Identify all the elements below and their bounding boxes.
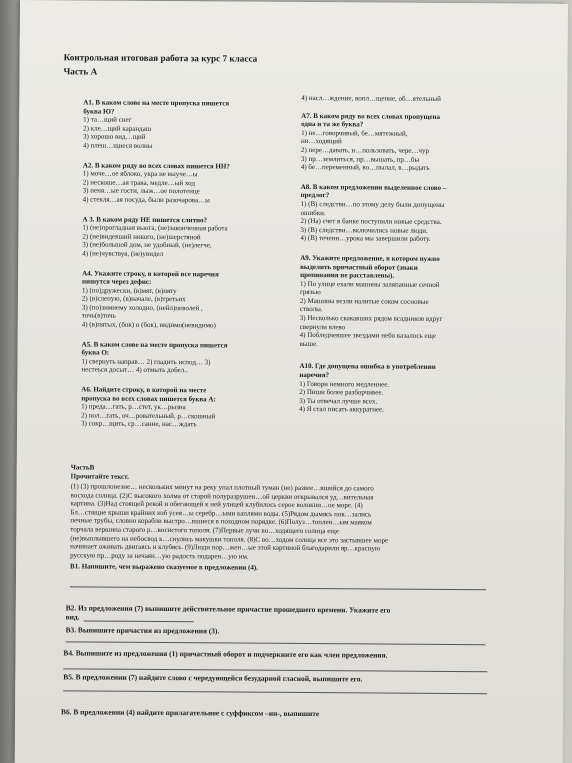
answer-option: 3) Несколько скакавших рядом всадников вдруг: [299, 314, 443, 324]
question-a8: предлог?: [300, 191, 330, 200]
answer-option: выше.: [299, 339, 318, 348]
page-title: Контрольная итоговая работа за курс 7 класса: [63, 52, 258, 64]
right-column: [299, 94, 511, 415]
answer-option: 2) пол…гать, оч…ровательный, р…скошный: [81, 411, 216, 421]
answer-option: 3) (В) следстви…включились новые люди.: [300, 225, 428, 235]
answer-option: 4) насл…ждение, вопл…щение, об…ятельный: [301, 93, 441, 103]
answer-option: свернули влево: [299, 322, 346, 331]
worksheet-page: [15, 0, 568, 763]
question-a10: наречия?: [299, 370, 330, 380]
answer-option: 2) кле…щий карандаш: [83, 124, 152, 133]
answer-option: 4) плеш…щиеся волны: [82, 141, 153, 150]
answer-option: 1) (по)дружески, (в)мят, (в)пяту: [81, 286, 177, 295]
question-a1: буква Ю?: [83, 107, 115, 116]
question-a9: А9. Укажите предложение, в котором нужно: [300, 253, 440, 263]
question-a9: препинания не расставлены).: [300, 271, 395, 280]
answer-option: 2) (в)слепую, (в)начале, (в)третьих: [81, 294, 186, 304]
question-a6: пропуска во всех словах пишется буква А:: [81, 394, 216, 404]
text-line: печные трубы, словно корабли выстро…вшиеся в походном порядке. (6)Полуз…топлен…ым маяком: [70, 516, 372, 527]
answer-option: 1) преда…гать, р…стет, ук…рызна: [81, 402, 186, 412]
question-a2: А2. В каком ряду во всех словах пишется НН?: [82, 161, 230, 171]
text-line: картина. (3)Над стоящей рекой и обегающей к ней улицей клубилось серое волокни…ое море. (4): [70, 499, 363, 510]
text-line: (1) (3) прошлонезне… нескольких минут на реку упал плотный туман (не) развее…вшийся до самого: [70, 482, 374, 493]
answer-option: 4) стекля…ая посуда, были разочарова…ы: [82, 195, 210, 205]
question-a9: выделить причастный оборот (знаки: [300, 262, 418, 272]
question-a4: пишутся через дефис:: [82, 277, 152, 287]
answer-option: 3) (по)зимнему холодно, (нейл)певолей ,: [81, 303, 203, 313]
answer-line: [63, 668, 487, 672]
answer-option: 1) (В) следстви…по этому делу были допущены: [300, 199, 445, 209]
question-a5: буква О:: [81, 348, 110, 357]
answer-option: 3) сокр…щить, ср…сание, нас…ждать: [81, 419, 197, 429]
answer-option: стволы.: [299, 305, 323, 314]
answer-option: 2) (не)видевший никого, (не)шерстяной: [82, 232, 201, 241]
text-line: Бл…стящие крыши крайних изб усея…ы серебр…ыми каплями воды. (5)Рядом дымясь пок…зались: [70, 508, 372, 519]
answer-option: 1) (не)прогладная вьюга, (не)законченная работа: [82, 223, 228, 233]
text-line: начинает оживать двигаясь и клубясь. (9)Люди пор…жен…ые этой картиной благодарили яр…красную: [70, 542, 381, 553]
read-text-instruction: Прочитайте текст.: [70, 472, 129, 481]
reading-text: [70, 482, 491, 562]
part-b-heading: ЧастьВ: [70, 463, 95, 472]
question-a3: А 3. В каком ряду НЕ пишется слитно?: [82, 214, 208, 224]
text-line: русскую пр…роду за нечаян…ую радость подарен…ую им.: [70, 551, 249, 561]
answer-line: [70, 586, 486, 590]
text-line: восхода солнца. (2)С высокого холма от старой полуразрушен…ой церкви открывался уд…вительная: [70, 490, 374, 502]
task-b4: В4. Выпишите из предложения (1) причастный оборот и подчеркните его как член предложения.: [63, 648, 388, 660]
answer-option: 2) Машины везли налитые соком сосновые: [299, 296, 429, 306]
task-b6: В6. В предложении (4) найдите прилагательное с суффиксом –ин-, выпишите: [61, 707, 320, 719]
answer-option: ни…ходящий: [300, 137, 342, 146]
answer-option: 1) свернуть направ… 2) гладить испод… 3): [81, 357, 211, 367]
task-b2: вид.: [65, 612, 80, 622]
question-a7: А7. В каком ряду во всех словах пропущена: [301, 111, 441, 121]
task-b5: В5. В предложении (7) найдите слово с чередующейся безударной гласной, выпишите его.: [63, 672, 363, 684]
answer-option: 2) пере…давать, и…пользовать, чере…чур: [300, 145, 430, 155]
answer-option: 1) не…говорчивый, бе…мятежный,: [301, 128, 408, 138]
answer-option: 1) та…щий снег: [83, 115, 132, 124]
answer-line: [84, 620, 194, 622]
answer-option: точь(в)точь: [81, 311, 116, 321]
text-line: торчала вершина старого р…восистого тополя. (7)Первые лучи во…ходящего солнца еще: [70, 525, 339, 536]
answer-option: 3) пеня…ые гости, лыж…ое полотенце: [82, 186, 200, 196]
answer-option: 4) (не)чувствуя, (не)увидел: [82, 249, 164, 258]
text-line: (не)выплывшего на небосвод к…снулись макушки тополя. (8)С во…ходом солнца все это застывшее море: [70, 533, 389, 545]
answer-option: 3) (не)большой дом, не удобный, (не)легче,: [82, 240, 212, 250]
question-a10: А10. Где допущена ошибка в употреблении: [299, 362, 436, 372]
answer-option: 1) По улице ехали машины заляпанные сечной: [299, 279, 440, 289]
answer-line: [66, 641, 486, 645]
task-b2: В2. Из предложения (7) выпишите действительное причастие прошедшего времени. Укажите его: [65, 603, 391, 615]
question-a7: одна и та же буква?: [301, 120, 364, 129]
task-b1: В1. Напишите, чем выражено сказуемое в предложении (4).: [70, 562, 258, 572]
answer-option: 4) Я стал писать аккуратнее.: [299, 405, 384, 414]
answer-option: 3) пр…землиться, пр…вышать, пр…бы: [300, 154, 420, 164]
answer-line: [63, 690, 487, 694]
answer-option: 3) хорошо вид…щий: [83, 132, 146, 142]
answer-option: 2) (На) счет в банке поступили новые средства.: [300, 217, 442, 227]
answer-option: 4) (В) течени…урока мы завершили работу.: [300, 234, 431, 244]
answer-option: 1) моче…ое яблоко, укра не выуче…ы: [82, 169, 198, 179]
task-b3: В3. Выпишите причастия из предложения (3).: [65, 625, 220, 636]
left-column: [81, 98, 293, 429]
answer-option: 1) Говори немного медленнее.: [299, 379, 390, 389]
question-a6: А6. Найдите строку, в которой на месте: [81, 385, 207, 395]
question-a4: А4. Укажите строку, в которой все наречия: [82, 268, 219, 278]
question-a5: А5. В каком слове на месте пропуска пишется: [81, 340, 228, 350]
question-a8: А8. В каком предложении выделенное слово –: [300, 182, 447, 192]
answer-option: 4) бе…переменный, во…пылал, в…рыдать: [300, 163, 430, 173]
answer-option: нестеься досыт… 4) отмыть добел..: [81, 365, 188, 375]
answer-option: 4) Побледневшее звездами небо казалось еще: [299, 331, 437, 341]
part-a-heading: Часть А: [63, 66, 98, 77]
answer-option: 2) Пиши более разборчивее.: [299, 388, 384, 397]
answer-option: грязью: [299, 288, 321, 297]
answer-option: ошибки.: [300, 208, 326, 217]
answer-option: 3) Ты отвечал лучше всех.: [299, 396, 378, 406]
answer-option: 2) нескоше…ая трава, медле…ый ход: [82, 178, 196, 187]
answer-option: 4) (в)пятых, (бок) о (бок), видимо(невидимо): [81, 320, 216, 330]
question-a1: А1. В каком слове на месте пропуска пишется: [83, 98, 230, 108]
